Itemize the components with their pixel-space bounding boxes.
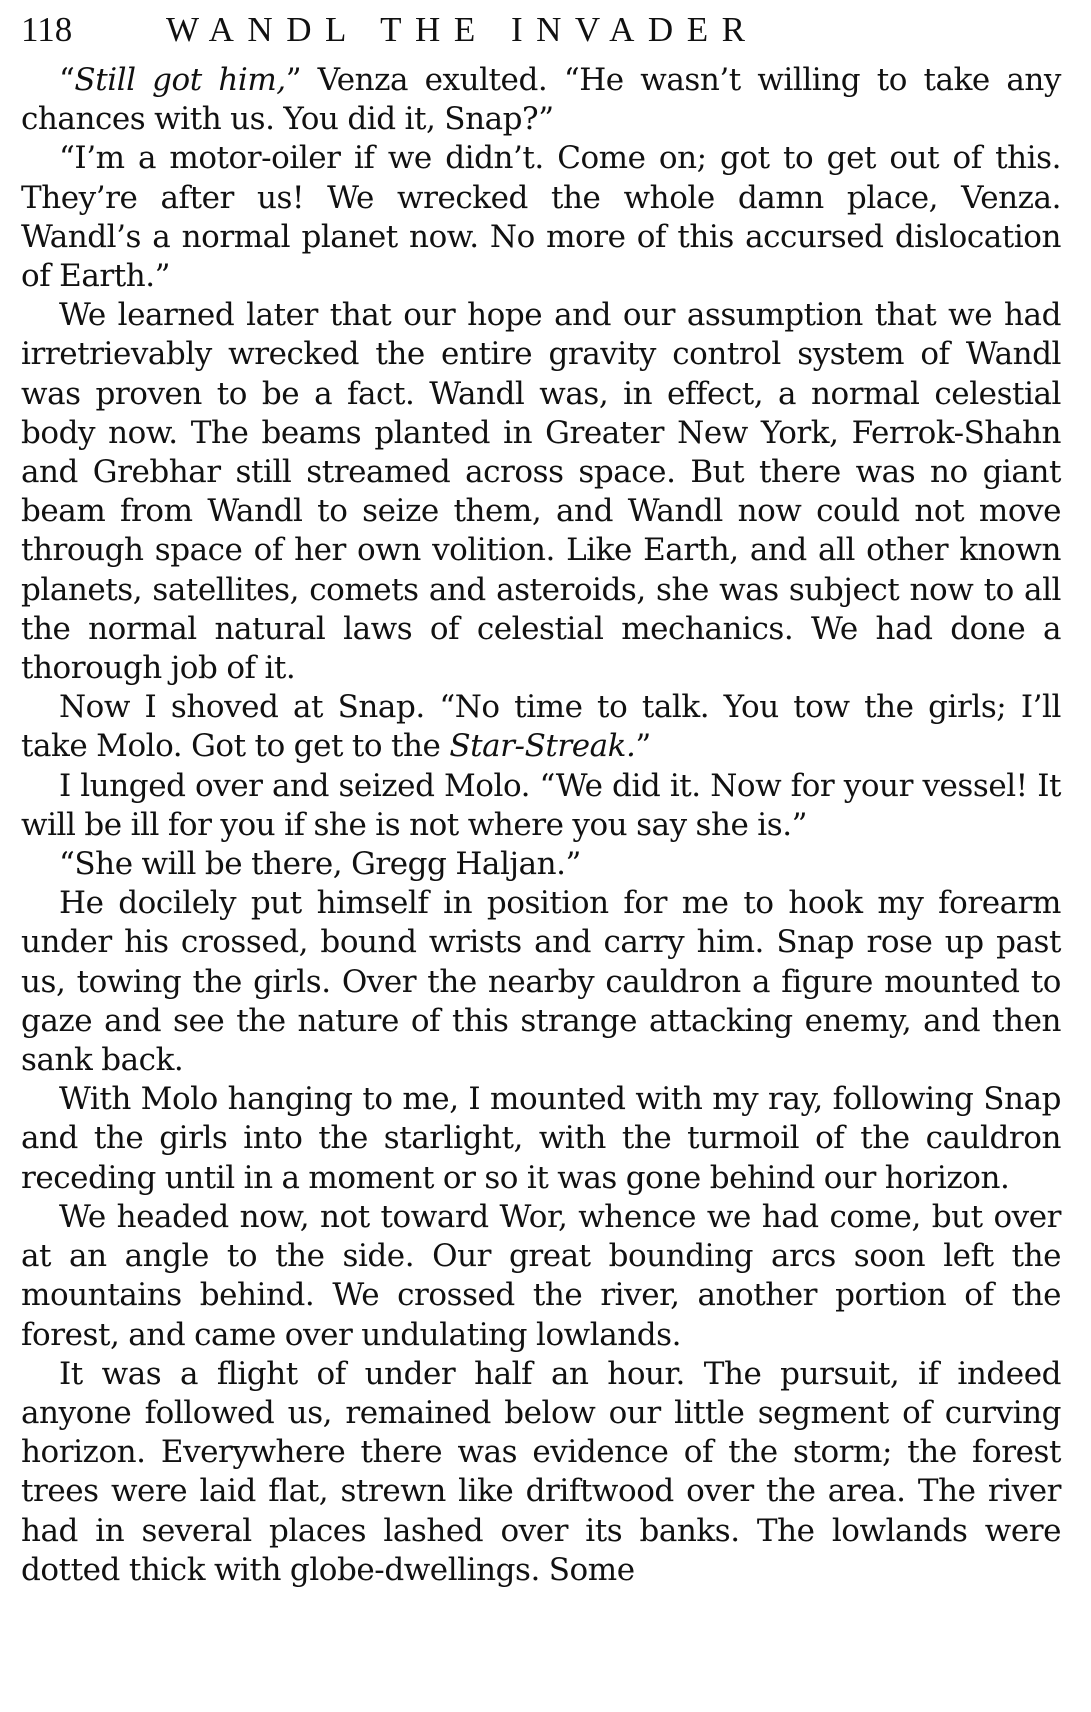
paragraph: [21, 139, 1061, 296]
text-run: With Molo hanging to me, I mounted with my ray, following Snap and the girls into the starlight, with the turmoil of the cauldron receding until in a moment or so it was gone behind our horizon.: [21, 1081, 1061, 1196]
paragraph: [21, 688, 1061, 766]
paragraph: [21, 845, 1061, 884]
paragraph: [21, 1198, 1061, 1355]
running-title: WANDL THE INVADER: [166, 10, 759, 49]
text-run: He docilely put himself in position for me to hook my forearm under his crossed, bound wrists and carry him. Snap rose up past us, towing the girls. Over the nearby cauldron a figure mounted to gaze and see the nature of this strange attacking enemy, and then sank back.: [21, 885, 1061, 1079]
text-run: ”: [635, 728, 651, 765]
italic-text-run: Star-Streak.: [449, 728, 636, 765]
text-run: We learned later that our hope and our assumption that we had irretrievably wrecked the entire gravity control system of Wandl was proven to be a fact. Wandl was, in effect, a normal celestial body now. The beams planted in Greater New York, Ferrok-Shahn and Grebhar still streamed across space. But there was no giant beam from Wandl to seize them, and Wandl now could not move through space of her own volition. Like Earth, and all other known planets, satellites, comets and asteroids, she was subject now to all the normal natural laws of celestial mechanics. We had done a thorough job of it.: [21, 297, 1061, 687]
text-run: It was a flight of under half an hour. The pursuit, if indeed anyone followed us, remained below our little segment of curving horizon. Everywhere there was evidence of the storm; the forest trees were laid flat, strewn like driftwood over the area. The river had in several places lashed over its banks. The lowlands were dotted thick with globe-dwellings. Some: [21, 1355, 1061, 1588]
text-run: “She will be there, Gregg Haljan.”: [59, 846, 581, 883]
paragraph: [21, 1355, 1061, 1590]
text-run: “I’m a motor-oiler if we didn’t. Come on; got to get out of this. They’re after us! We wrecked the whole damn place, Venza. Wandl’s a normal planet now. No more of this accursed dislocation of Earth.”: [21, 140, 1061, 295]
text-run: We headed now, not toward Wor, whence we had come, but over at an angle to the side. Our great bounding arcs soon left the mountains behind. We crossed the river, another portion of the forest, and came over undulating lowlands.: [21, 1198, 1061, 1353]
text-run: Now I shoved at Snap. “No time to talk. You tow the girls; I’ll take Molo. Got to get to the: [21, 689, 1061, 765]
paragraph: [21, 296, 1061, 688]
text-run: ” Venza exulted. “He wasn’t willing to take any chances with us. You did it, Snap?”: [21, 62, 1061, 138]
page-header: [21, 10, 1061, 52]
body-text: [21, 61, 1061, 1590]
italic-text-run: Still got him,: [74, 62, 286, 98]
paragraph: [21, 767, 1061, 845]
text-run: I lunged over and seized Molo. “We did it. Now for your vessel! It will be ill for you if she is not where you say she is.”: [21, 767, 1061, 843]
paragraph: [21, 1080, 1061, 1198]
book-page: [21, 10, 1061, 1590]
page-number: 118: [21, 10, 73, 49]
paragraph: [21, 884, 1061, 1080]
text-run: “: [59, 62, 75, 98]
paragraph: [21, 61, 1061, 139]
